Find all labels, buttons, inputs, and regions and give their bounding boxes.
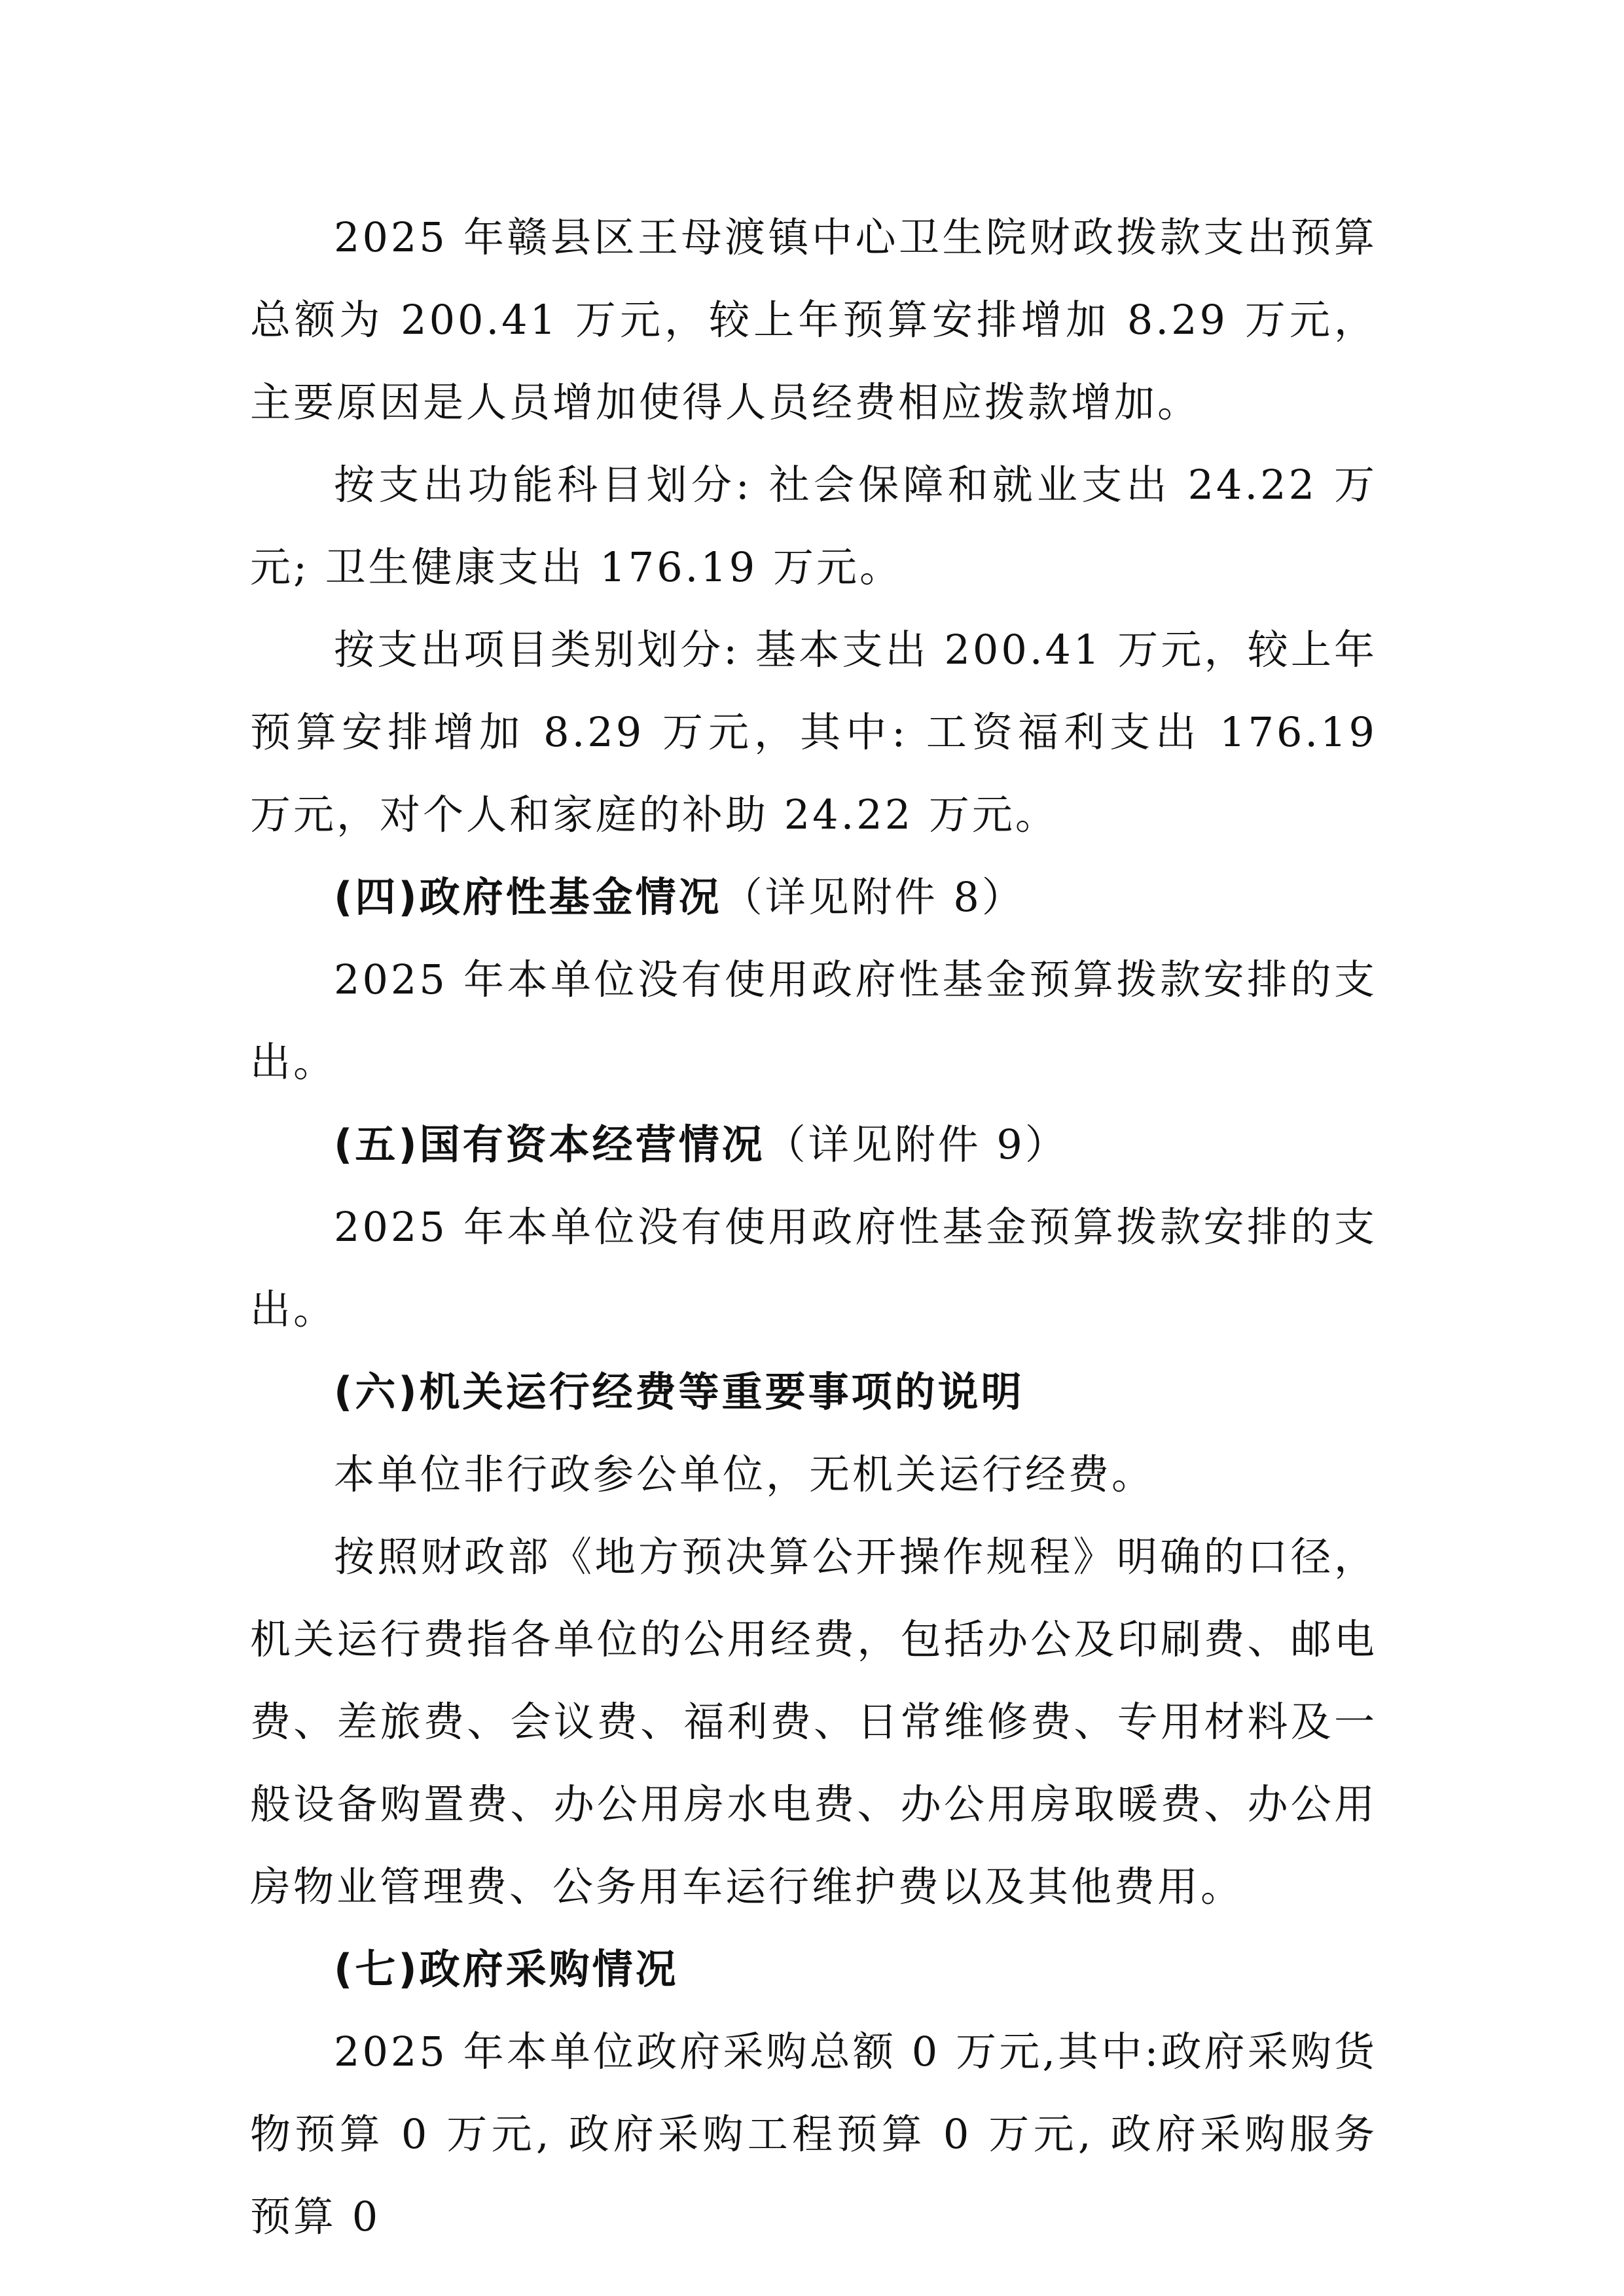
heading-government-fund-title: (四)政府性基金情况 bbox=[334, 873, 722, 921]
heading-government-fund-note: （详见附件 8） bbox=[721, 873, 1025, 921]
heading-government-fund bbox=[250, 856, 1377, 939]
paragraph-project-breakdown: 按支出项目类别划分: 基本支出 200.41 万元，较上年预算安排增加 8.29 万元，其中: 工资福利支出 176.19 万元，对个人和家庭的补助 24.22 万元。 bbox=[250, 626, 1377, 838]
heading-operating-expenses-title: (六)机关运行经费等重要事项的说明 bbox=[334, 1368, 1024, 1416]
heading-state-capital bbox=[250, 1103, 1377, 1186]
heading-state-capital-note: （详见附件 9） bbox=[765, 1121, 1068, 1168]
paragraph-operating-expenses-definition: 按照财政部《地方预决算公开操作规程》明确的口径，机关运行费指各单位的公用经费，包括办公及印刷费、邮电费、差旅费、会议费、福利费、日常维修费、专用材料及一般设备购置费、办公用房水电费、办公用房取暖费、办公用房物业管理费、公务用车运行维护费以及其他费用。 bbox=[250, 1533, 1377, 1910]
heading-operating-expenses bbox=[250, 1351, 1377, 1433]
paragraph-state-capital: 2025 年本单位没有使用政府性基金预算拨款安排的支出。 bbox=[250, 1203, 1377, 1333]
paragraph-procurement: 2025 年本单位政府采购总额 0 万元,其中:政府采购货物预算 0 万元, 政府采购工程预算 0 万元, 政府采购服务预算 0 bbox=[250, 2028, 1377, 2240]
paragraph-no-operating-expenses: 本单位非行政参公单位，无机关运行经费。 bbox=[334, 1450, 1155, 1498]
heading-state-capital-title: (五)国有资本经营情况 bbox=[334, 1121, 765, 1168]
paragraph-functional-breakdown: 按支出功能科目划分: 社会保障和就业支出 24.22 万元; 卫生健康支出 176.19 万元。 bbox=[250, 461, 1377, 591]
paragraph-government-fund: 2025 年本单位没有使用政府性基金预算拨款安排的支出。 bbox=[250, 956, 1377, 1086]
heading-procurement bbox=[250, 1928, 1377, 2011]
paragraph-budget-total: 2025 年赣县区王母渡镇中心卫生院财政拨款支出预算总额为 200.41 万元，较上年预算安排增加 8.29 万元，主要原因是人员增加使得人员经费相应拨款增加。 bbox=[250, 213, 1377, 426]
heading-procurement-title: (七)政府采购情况 bbox=[334, 1945, 679, 1993]
document-page bbox=[250, 196, 1377, 2258]
